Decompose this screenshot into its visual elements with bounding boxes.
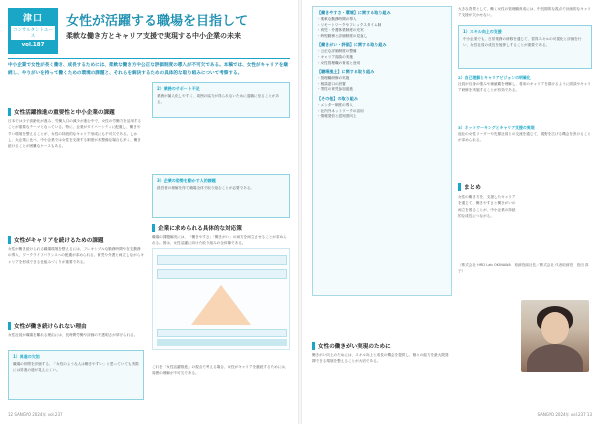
measures-item: ・情報発信と認知度向上 (317, 114, 357, 119)
callout-box (458, 25, 592, 69)
measures-item: ・メンター制度の導入 (317, 102, 353, 107)
right-column (458, 6, 592, 276)
diagram-row (157, 329, 287, 337)
measures-item: ・公正な評価制度の整備 (317, 49, 357, 54)
callout-box (152, 174, 290, 218)
section-body: 他社の女性リーダーや先輩社員との交流を通じて、視野を広げる機会を設けることが求められる。 (458, 132, 591, 143)
section-body: 女性が働き続けられる職場環境を整えるには、フレキシブルな勤務時間や在宅勤務の導入、ワークライフバランスへの配慮が求められる。育児や介護と両立しながらキャリアを形成できる仕組みづくりが重要である。 (8, 247, 144, 264)
callout-title: 2）業務のサポート不足 (157, 86, 200, 91)
author-photo (521, 300, 589, 372)
measures-box (312, 6, 452, 296)
section-heading-text: 女性がキャリアを続けるための課題 (14, 238, 104, 244)
subheading: 2）自己理解とキャリアビジョンの明確化 (458, 75, 531, 80)
measures-item: ・柔軟な勤務時間の導入 (317, 17, 357, 21)
conclusion-heading (458, 183, 592, 191)
measures-item: ・育児・介護休業制度の充実 (317, 28, 364, 33)
section-heading (8, 322, 87, 330)
section-heading-text: 女性活躍推進の重要性と中小企業の課題 (14, 110, 115, 116)
callout-box (8, 350, 144, 400)
conclusion-heading-text: まとめ (464, 185, 481, 191)
measures-item: ・キャリア面談の実施 (317, 54, 353, 59)
title-rule (8, 58, 290, 59)
measures-item: ・男性の育児参加促進 (317, 87, 353, 92)
left-page (0, 0, 298, 424)
series-tag (8, 8, 58, 54)
diagram-caption-bar (157, 339, 287, 346)
diagram-row (157, 255, 287, 265)
author-credit: （株式会社 HRD Lab OKINAWA 取締役副社長／株式会社 代表取締役 島田 真子） (458, 263, 589, 274)
section-body: 働きがい向上のためには、スキル向上と成長の機会を提供し、個々の能力を最大限発揮できる環境を整えることが大切である。 (312, 353, 449, 364)
lead-text: 中小企業で女性が長く働き、成長するためには、柔軟な働き方や公正な評価制度の導入が不可欠である。本稿では、女性がキャリアを継続し、やりがいを持って働くための環境の課題と、それらを解決するための具体的な取り組みについて考察する。 (8, 63, 289, 76)
measures-item: ・リモートワークやフレックスタイム制 (317, 22, 382, 27)
tag-label: 津口 (22, 14, 43, 24)
measures-group-head: 【働きやすさ・環境】に関する取り組み (317, 10, 391, 15)
tag-series: コンサルタントエース (11, 26, 55, 40)
section-heading-text: 女性の働きがい実現のために (318, 344, 391, 350)
section-heading (312, 342, 391, 350)
section-heading (8, 236, 104, 244)
folio-left: 12 SANGYO 2024年 vol.237 (8, 412, 63, 417)
callout-box (152, 82, 290, 118)
intro-text: 大きな背景として、働く女性の管理職育成には、中長期的な視点で計画的なキャリア支援が欠かせない。 (458, 7, 591, 18)
article-subtitle: 柔軟な働き方とキャリア支援で実現する中小企業の未来 (66, 32, 241, 40)
folio-right: SANGYO 2024年 vol.237 13 (537, 412, 592, 417)
measures-item: ・管理職研修の実施 (317, 76, 350, 81)
measures-item: ・女性管理職の育成と登用 (317, 60, 361, 65)
article-title: 女性が活躍する職場を目指して (66, 14, 249, 29)
measures-group-head: 【その他】の取り組み (317, 95, 358, 101)
diagram-pyramid (191, 285, 251, 325)
conclusion-body: 女性の働き方を、支援したキャリアを通じて、働きやすさと働きがいの両立を図ることが、中小企業の持続的な成長につながる。 (458, 195, 516, 218)
section-heading (152, 224, 242, 232)
measures-group-head: 【働きがい・評価】に関する取り組み (317, 42, 387, 48)
section-body: 日本では少子高齢化が進み、労働人口の減少が進む中で、女性の労働力を活用することが重要なテーマとなっている。特に、企業がダイバーシティに配慮し、働きやすい環境を整えることが、女性の持続的なキャリア形成にも不可欠である。しかし、大企業に比べ、中小企業では女性を支援する制度が未整備な場合も多く、働き続けることが困難なケースもある。 (8, 119, 142, 149)
right-page (302, 0, 600, 424)
section-heading-text: 企業に求められる具体的な対応策 (158, 226, 242, 232)
callout-body: 経営者の理解を得て職場全体で取り組むことが必要である。 (157, 186, 255, 190)
section-heading (8, 108, 115, 116)
section-body: 女性社員が職場を離れる理由には、長時間労働や評価の不透明さが挙げられる。 (8, 333, 138, 337)
callout-title: 3）企業の姿勢を動かす人的課題 (157, 178, 216, 183)
callout-body: 職場の仲間を評価する、「女性のような人は働きやすい」と思っていても実際には昇進の道が見えにくい。 (13, 362, 139, 372)
section-body: 社員が自身の強みや価値観を理解し、将来のキャリアを描けるように面談やキャリア研修を実施することが有効である。 (458, 82, 591, 93)
section-body: 職場の課題解決には、「働きやすさ」「働きがい」の両方を両立させることが求められる。図は、女性活躍に向けた取り組みの全体像である。 (152, 235, 287, 246)
measures-item: ・社内外ネットワークの活用 (317, 108, 364, 113)
callout-title: 1）スキル向上の支援 (463, 29, 502, 34)
tag-vol: vol.187 (21, 42, 45, 48)
measures-item: ・相談窓口の設置 (317, 81, 346, 86)
measures-item: ・時短勤務と評価制度の見直し (317, 33, 368, 38)
subheading: 3）ネットワーキングとキャリア支援の実現 (458, 125, 535, 130)
section-heading-text: 女性が働き続けられない理由 (14, 324, 87, 330)
callout-body: 中小企業でも、日常業務の研修を通じて、習得スキルの可視化と評価を行い、女性社員の成長を後押しすることが重要である。 (463, 37, 582, 47)
diagram-caption: これを「女性活躍推進」の視点で考える場合、女性がキャリアを継続するためには、周囲の理解が不可欠である。 (152, 365, 289, 376)
callout-body: 業務が属人化しやすく、周囲の協力が得られないために退職に至ることがある。 (157, 94, 280, 104)
measures-diagram (152, 248, 290, 350)
measures-group-head: 【職場風土】に関する取り組み (317, 69, 375, 75)
callout-title: 1）昇進の欠如 (13, 354, 40, 359)
diagram-row (157, 269, 287, 279)
